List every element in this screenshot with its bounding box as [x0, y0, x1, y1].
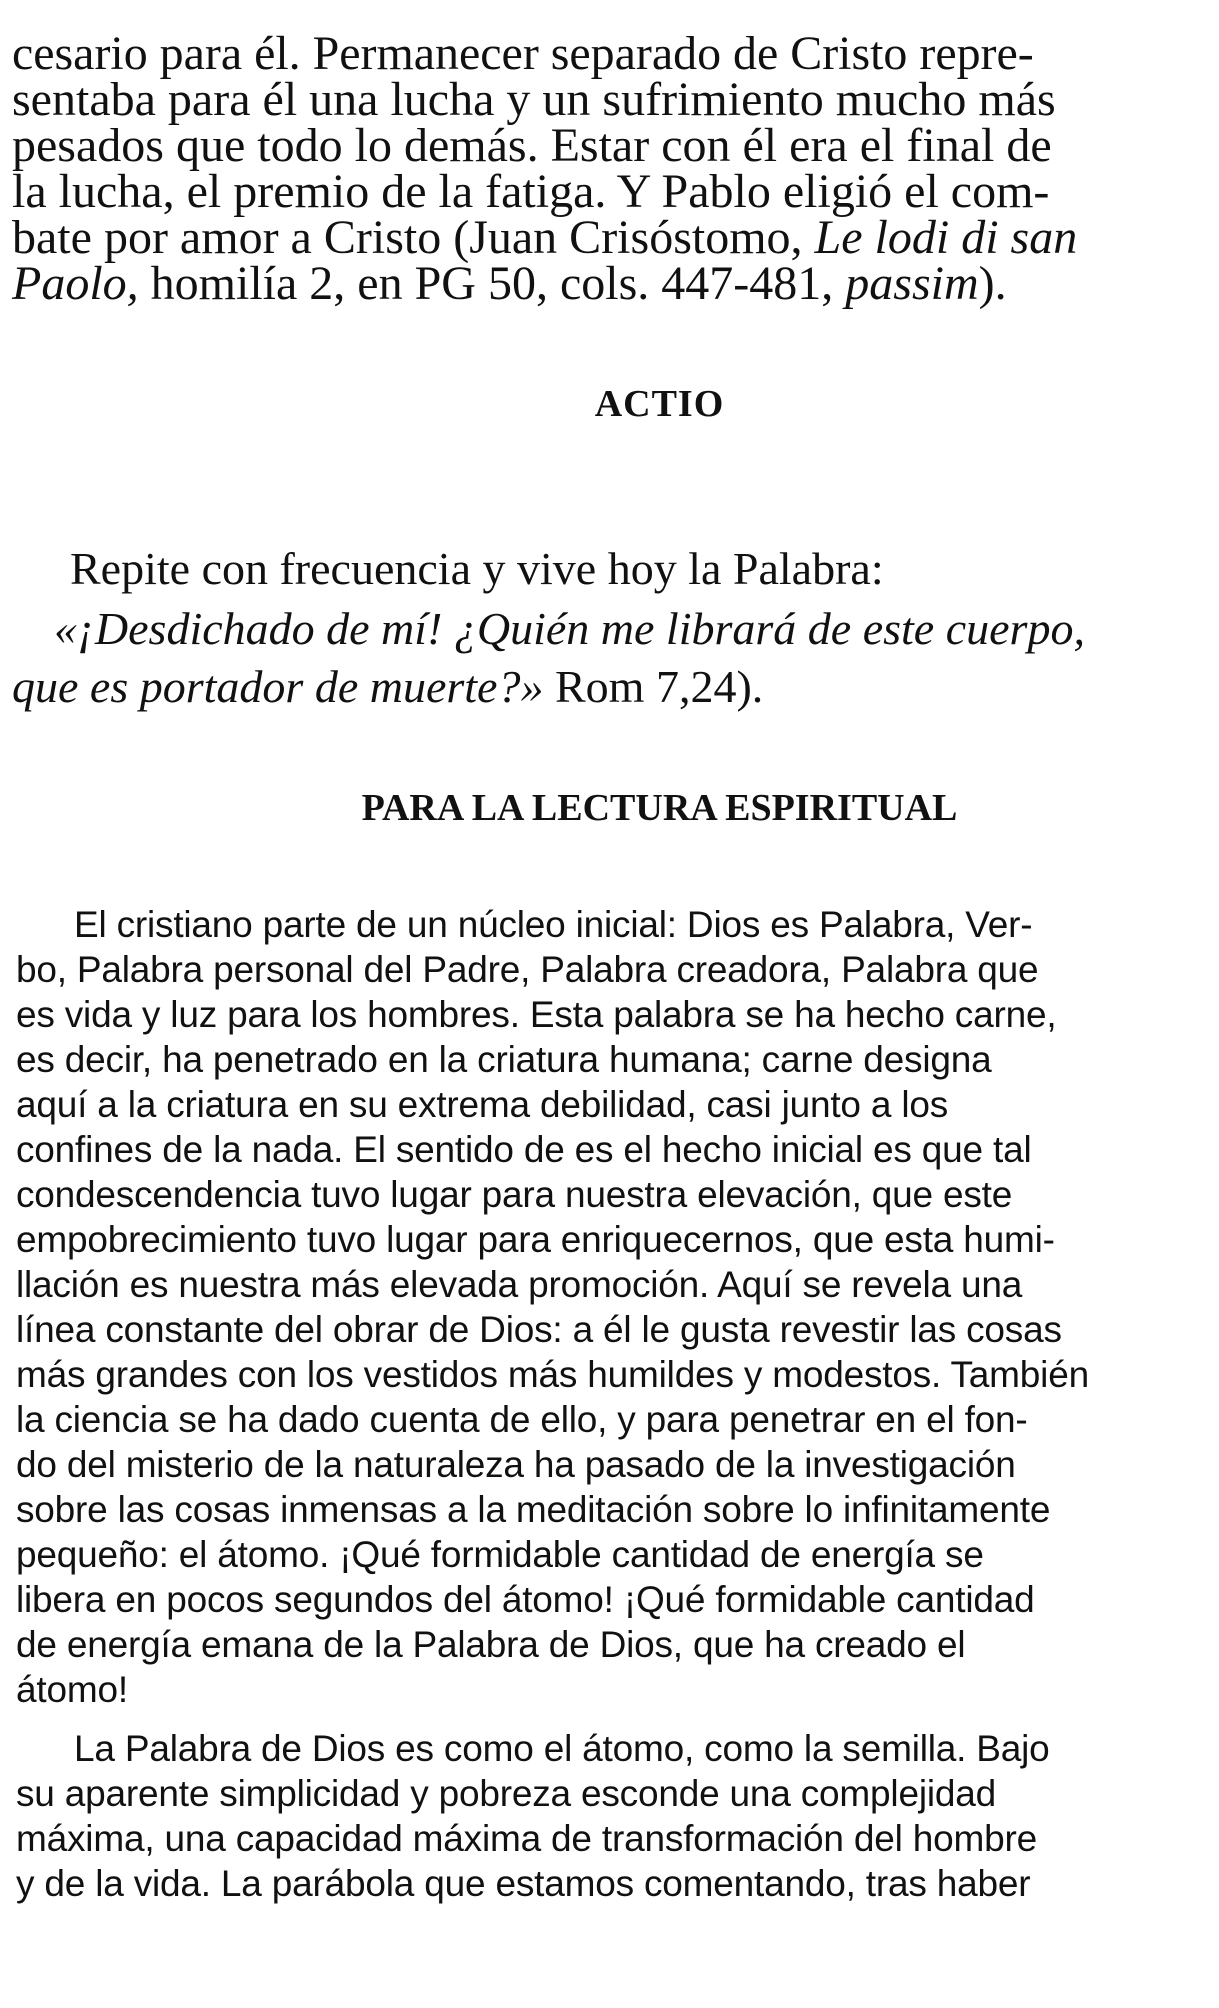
passim-term: passim — [845, 257, 979, 310]
citation-title-end: Paolo, — [12, 257, 139, 310]
actio-quote-end: que es portador de muerte?» — [12, 661, 544, 712]
text-line: es vida y luz para los hombres. Esta palabra se ha hecho carne, — [16, 994, 1057, 1035]
text-line: aquí a la criatura en su extrema debilidad, casi junto a los — [16, 1084, 949, 1125]
citation-title: Le lodi di san — [814, 211, 1078, 264]
actio-quote-line — [12, 661, 764, 712]
text-line: su aparente simplicidad y pobreza esconde una complejidad — [16, 1773, 996, 1814]
text-line: sobre las cosas inmensas a la meditación sobre lo infinitamente — [16, 1489, 1051, 1530]
text-line: línea constante del obrar de Dios: a él le gusta revestir las cosas — [16, 1309, 1062, 1350]
actio-intro: Repite con frecuencia y vive hoy la Palabra: — [70, 543, 884, 594]
text-line: átomo! — [16, 1669, 128, 1710]
text-line — [12, 211, 1078, 264]
actio-heading: ACTIO — [594, 383, 725, 425]
text-line: confines de la nada. El sentido de es el hecho inicial es que tal — [16, 1129, 1032, 1170]
text-line: do del misterio de la naturaleza ha pasado de la investigación — [16, 1444, 1016, 1485]
text-line: empobrecimiento tuvo lugar para enriquecernos, que esta humi- — [16, 1219, 1055, 1260]
text-line: llación es nuestra más elevada promoción. Aquí se revela una — [16, 1264, 1023, 1305]
text-line: pequeño: el átomo. ¡Qué formidable cantidad de energía se — [16, 1534, 984, 1575]
text-line: libera en pocos segundos del átomo! ¡Qué formidable cantidad — [16, 1579, 1035, 1620]
actio-quote-line: «¡Desdichado de mí! ¿Quién me librará de este cuerpo, — [54, 603, 1085, 654]
lectura-heading: PARA LA LECTURA ESPIRITUAL — [361, 787, 958, 829]
text-line: sentaba para él una lucha y un sufrimiento mucho más — [12, 73, 1056, 126]
text-line: La Palabra de Dios es como el átomo, como la semilla. Bajo — [74, 1728, 1050, 1769]
text-line: condescendencia tuvo lugar para nuestra elevación, que este — [16, 1174, 1013, 1215]
text-line: El cristiano parte de un núcleo inicial: Dios es Palabra, Ver- — [74, 904, 1033, 945]
text-line: la ciencia se ha dado cuenta de ello, y para penetrar en el fon- — [16, 1399, 1028, 1440]
text-segment: homilía 2, en PG 50, cols. 447-481, — [138, 257, 846, 310]
text-line: máxima, una capacidad máxima de transformación del hombre — [16, 1818, 1037, 1859]
bible-reference: Rom 7,24). — [543, 661, 764, 712]
text-line: es decir, ha penetrado en la criatura humana; carne designa — [16, 1039, 992, 1080]
text-segment: ). — [978, 257, 1007, 310]
text-line: la lucha, el premio de la fatiga. Y Pablo eligió el com- — [12, 165, 1050, 218]
text-line: de energía emana de la Palabra de Dios, que ha creado el — [16, 1624, 966, 1665]
text-line: bo, Palabra personal del Padre, Palabra creadora, Palabra que — [16, 949, 1039, 990]
text-line: y de la vida. La parábola que estamos comentando, tras haber — [16, 1863, 1031, 1904]
text-line: más grandes con los vestidos más humildes y modestos. También — [16, 1354, 1089, 1395]
text-line — [12, 257, 1007, 310]
text-segment: bate por amor a Cristo (Juan Crisóstomo, — [12, 211, 815, 264]
text-line: cesario para él. Permanecer separado de Cristo repre- — [12, 27, 1034, 80]
text-line: pesados que todo lo demás. Estar con él era el final de — [12, 119, 1052, 172]
